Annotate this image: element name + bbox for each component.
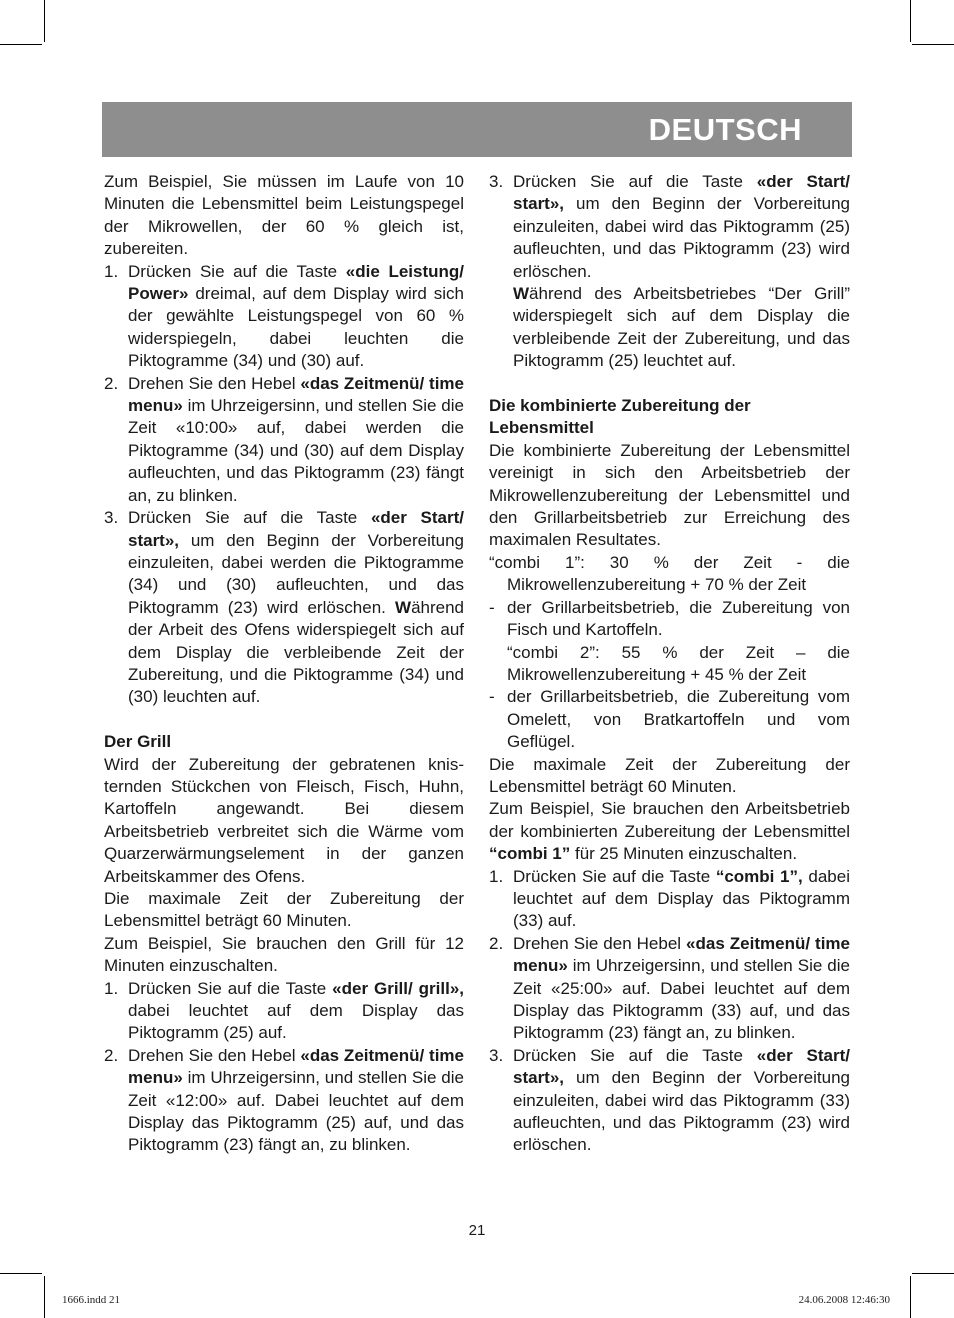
button-name: «der Grill/ grill», — [332, 978, 464, 998]
button-name: «der Start/ start», — [513, 172, 850, 214]
step-text: W — [513, 284, 530, 304]
crop-mark — [0, 1273, 42, 1274]
step-number: 2. — [489, 933, 504, 953]
spacer — [104, 709, 464, 731]
crop-mark — [44, 0, 45, 42]
button-name: “combi 1”, — [715, 866, 803, 886]
combi-max-time: Die maximale Zeit der Zubereitung der Lebensmittel beträgt 60 Minuten. — [489, 754, 850, 796]
button-name: «der Start/ start», — [513, 1045, 850, 1088]
crop-mark — [912, 44, 954, 45]
button-name: «der Start/ start», — [128, 508, 464, 550]
combi2-dash-item — [489, 686, 850, 753]
crop-mark — [910, 1276, 911, 1318]
step-text: um den Beginn der Vorbereitung einzuleiten, dabei wird das Piktogramm (33) aufleuchten, und das Piktogramm (23) wird erlöschen. — [513, 1068, 850, 1155]
footer-file: 1666.indd 21 — [62, 1294, 121, 1306]
step-item — [104, 373, 464, 507]
step-text: W — [395, 597, 412, 617]
button-name: «das Zeitmenü/ time menu» — [513, 933, 850, 976]
dash-text: der Grillarbeitsbetrieb, die Zubereitung vom Omelett, von Bratkartoffeln und vom Geflügel. — [507, 687, 850, 752]
step-item — [104, 1045, 464, 1157]
step-text: um den Beginn der Vorbereitung einzuleiten, dabei werden die Piktogramme (34) und (30) aufleuchten, und das Piktogramm (23) wird erlöschen. — [128, 530, 464, 617]
combi1-dash-item — [489, 597, 850, 642]
step-text: Drücken Sie auf die Taste — [128, 978, 333, 998]
left-column — [104, 171, 464, 1157]
spacer — [489, 373, 850, 395]
step-text: im Uhrzeigersinn, und stellen Sie die Zeit «12:00» auf. Dabei leuchtet auf dem Display das Piktogramm (25) auf, und das Piktogramm (23) fängt an, zu blinken. — [128, 1068, 464, 1155]
step-number: 3. — [489, 172, 504, 191]
grill-example: Zum Beispiel, Sie brauchen den Grill für 12 Minuten einzuschalten. — [104, 933, 464, 976]
step-text: Drehen Sie den Hebel — [513, 933, 687, 953]
combi1-definition: “combi 1”: 30 % der Zeit - die Mikrowellenzubereitung + 70 % der Zeit — [489, 552, 850, 595]
grill-steps-continued — [489, 171, 850, 373]
step-item — [104, 978, 464, 1045]
step-number: 1. — [104, 978, 119, 998]
button-name: «das Zeitmenü/ time menu» — [128, 1045, 464, 1088]
combi-paragraph: Die kombinierte Zubereitung der Lebensmittel vereinigt in sich den Arbeitsbetrieb der Mikrowellenzubereitung der Lebensmittel und den Grillarbeitsbetrieb zur Erreichung des maximalen Resultates. — [489, 440, 850, 550]
step-item — [104, 261, 464, 373]
crop-mark — [44, 1276, 45, 1318]
crop-mark — [0, 44, 42, 45]
crop-mark — [910, 0, 911, 42]
step-item — [489, 933, 850, 1045]
paragraph-text: für 25 Minuten einzuschalten. — [570, 844, 798, 864]
step-text: im Uhrzeigersinn, und stellen Sie die Zeit «25:00» auf. Dabei leuchtet auf dem Display das Piktogramm (33) auf, und das Piktogramm (23) fängt an, zu blinken. — [513, 956, 850, 1043]
footer-date: 24.06.2008 12:46:30 — [798, 1294, 890, 1306]
step-item — [104, 507, 464, 709]
combi2-definition: “combi 2”: 55 % der Zeit – die Mikrowellenzubereitung + 45 % der Zeit — [507, 642, 850, 684]
right-column — [489, 171, 850, 1157]
step-number: 3. — [489, 1045, 504, 1065]
grill-max-time: Die maximale Zeit der Zubereitung der Lebensmittel beträgt 60 Minuten. — [104, 888, 464, 931]
step-text: ährend des Arbeitsbetriebes “Der Grill” widerspiegelt sich auf dem Display die verbleibende Zeit der Zubereitung, und das Piktogramm (25) leuchtet auf. — [513, 284, 850, 371]
button-name: “combi 1” — [489, 844, 571, 864]
grill-paragraph: Wird der Zubereitung der gebratenen knisternden Stückchen von Fleisch, Fisch, Huhn, Kartoffeln angewandt. Bei diesem Arbeitsbetrieb verbreitet sich die Wärme vom Quarzerwärmungselement in der ganzen Arbeitskammer des Ofens. — [104, 754, 464, 886]
combi-example — [489, 798, 850, 865]
language-header — [102, 102, 852, 157]
dash-text: der Grillarbeitsbetrieb, die Zubereitung von Fisch und Kartoffeln. — [507, 597, 850, 640]
step-text: um den Beginn der Vorbereitung einzuleiten, dabei wird das Piktogramm (25) aufleuchten, und das Piktogramm (23) wird erlöschen. — [513, 194, 850, 281]
step-continuation — [489, 283, 850, 373]
step-text: dreimal, auf dem Display wird sich der gewählte Leistungspegel von 60 % widerspiegeln, dabei leuchten die Piktogramme (34) und (30) auf. — [128, 284, 464, 371]
step-text: dabei leuchtet auf dem Display das Piktogramm (25) auf. — [128, 1001, 464, 1043]
step-text: Drücken Sie auf die Taste — [513, 1045, 757, 1065]
step-number: 1. — [489, 866, 504, 886]
step-number: 3. — [104, 508, 119, 528]
button-name: «das Zeitmenü/ time menu» — [128, 373, 464, 416]
section-heading-grill: Der Grill — [104, 732, 172, 752]
microwave-steps — [104, 261, 464, 709]
combi-steps — [489, 866, 850, 1157]
dash-mark: - — [489, 687, 495, 707]
step-text: Drücken Sie auf die Taste — [128, 508, 371, 528]
step-text: Drücken Sie auf die Taste — [128, 261, 346, 281]
step-number: 2. — [104, 373, 119, 393]
step-number: 1. — [104, 261, 119, 281]
step-item — [489, 171, 850, 283]
intro-paragraph: Zum Beispiel, Sie müssen im Laufe von 10 Minuten die Lebensmittel beim Leistungspegel der Mikrowellen, der 60 % gleich ist, zubereiten. — [104, 172, 464, 259]
language-title: DEUTSCH — [648, 112, 802, 147]
step-text: Drehen Sie den Hebel — [128, 373, 301, 393]
page-number: 21 — [468, 1222, 486, 1239]
step-number: 2. — [104, 1045, 119, 1065]
dash-mark: - — [489, 597, 495, 617]
grill-steps — [104, 978, 464, 1157]
step-text: Drehen Sie den Hebel — [128, 1045, 301, 1065]
step-item — [489, 1045, 850, 1157]
section-heading-combi: Die kombinierte Zubereitung der Lebensmittel — [489, 396, 751, 438]
step-text: Drücken Sie auf die Taste — [513, 866, 716, 886]
step-text: Drücken Sie auf die Taste — [513, 172, 757, 191]
step-text: im Uhrzeigersinn, und stellen Sie die Zeit «10:00» auf, dabei werden die Piktogramme (34) und (30) auf dem Display aufleuchten, und das Piktogramm (23) fängt an, zu blinken. — [128, 396, 464, 505]
step-text: ährend der Arbeit des Ofens widerspiegelt sich auf dem Display die verbleibende Zeit der Zubereitung, und die Piktogramme (34) und (30) leuchten auf. — [128, 597, 464, 707]
button-name: «die Leistung/ Power» — [128, 261, 465, 304]
step-item — [489, 866, 850, 933]
crop-mark — [912, 1273, 954, 1274]
step-text: dabei leuchtet auf dem Display das Piktogramm (33) auf. — [513, 866, 850, 931]
paragraph-text: Zum Beispiel, Sie brauchen den Arbeitsbetrieb der kombinierten Zubereitung der Lebensmittel — [489, 799, 850, 841]
